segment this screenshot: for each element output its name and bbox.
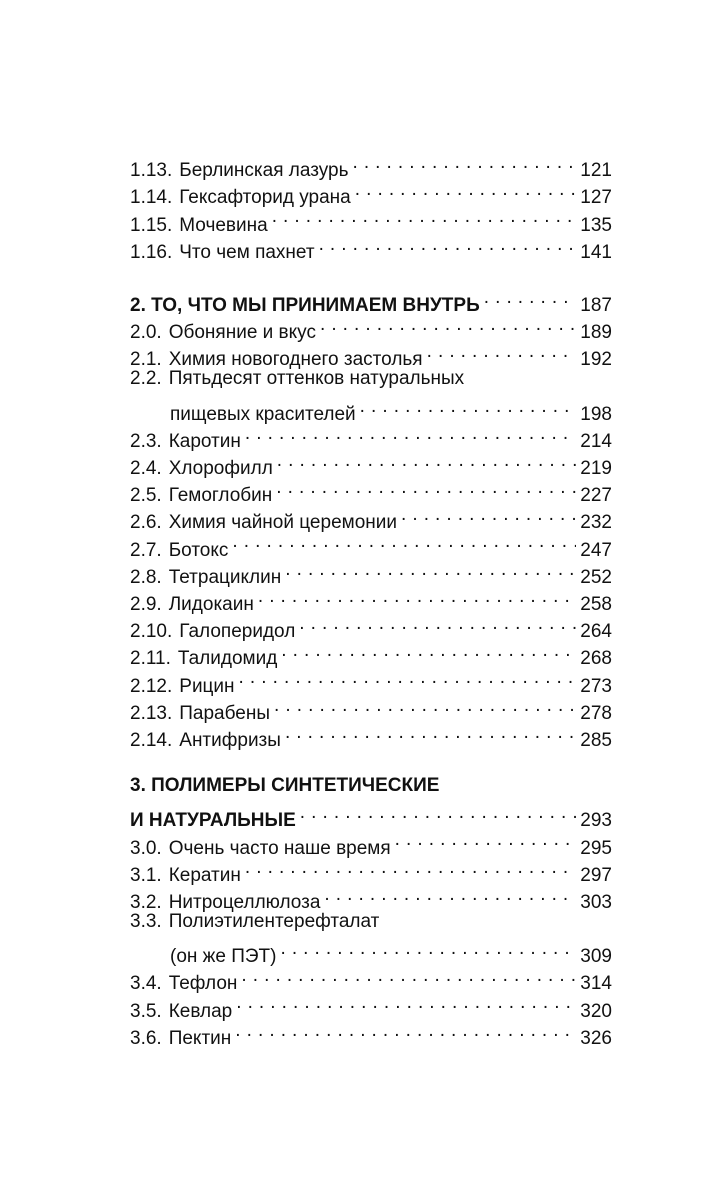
toc-entry-continuation (130, 935, 612, 968)
entry-page: 214 (580, 430, 612, 452)
entry-number: 3.1. (130, 864, 162, 886)
entry-title-line2: (он же ПЭТ) (170, 946, 277, 968)
entry-page: 264 (580, 621, 612, 643)
dot-leader (235, 1017, 576, 1044)
entry-number: 2.4. (130, 458, 162, 480)
entry-number: 2.0. (130, 322, 162, 344)
dot-leader (300, 799, 577, 826)
toc-entry (130, 365, 612, 392)
section-heading (130, 772, 612, 799)
entry-number: 2.13. (130, 702, 173, 724)
entry-page: 309 (580, 946, 612, 968)
dot-leader (285, 719, 576, 746)
entry-page: 258 (580, 594, 612, 615)
entry-title: Очень часто наше время (168, 837, 391, 859)
dot-leader (232, 528, 576, 555)
dot-leader (236, 989, 576, 1016)
dot-leader (484, 284, 577, 311)
entry-number: 3.3. (130, 910, 162, 932)
entry-page: 121 (580, 160, 612, 182)
entry-number: 3.2. (130, 891, 162, 913)
dot-leader (274, 692, 576, 719)
dot-leader (299, 610, 576, 637)
entry-number: 3.5. (130, 1000, 162, 1022)
entry-title: Тефлон (168, 973, 238, 995)
entry-number: 1.15. (130, 214, 173, 236)
entry-title: Кевлар (168, 1000, 233, 1022)
section-title: 2. ТО, ЧТО МЫ ПРИНИМАЕМ ВНУТРЬ (130, 294, 480, 316)
entry-number: 2.1. (130, 349, 162, 371)
dot-leader (319, 231, 577, 258)
entry-page: 285 (580, 729, 612, 751)
entry-title: Химия новогоднего застолья (168, 349, 423, 371)
entry-number: 2.9. (130, 594, 162, 615)
toc-entry (130, 908, 612, 935)
dot-leader (324, 881, 576, 908)
entry-title: Пектин (168, 1027, 232, 1049)
entry-page: 326 (580, 1027, 612, 1049)
entry-number: 3.4. (130, 973, 162, 995)
entry-title: Хлорофилл (168, 458, 273, 480)
entry-title: Галоперидол (179, 621, 296, 643)
entry-number: 3.0. (130, 837, 162, 859)
entry-title: Гемоглобин (168, 485, 273, 507)
entry-number: 2.7. (130, 539, 162, 561)
entry-page: 232 (580, 512, 612, 534)
dot-leader (352, 149, 576, 176)
dot-leader (320, 311, 576, 338)
entry-title: Ботокс (168, 539, 229, 561)
entry-page: 273 (580, 675, 612, 697)
entry-page: 303 (580, 891, 612, 913)
dot-leader (239, 664, 577, 691)
dot-leader (277, 447, 577, 474)
entry-page: 268 (580, 648, 612, 670)
entry-number: 2.3. (130, 430, 162, 452)
dot-leader (280, 935, 576, 962)
entry-number: 2.8. (130, 566, 162, 588)
entry-number: 1.13. (130, 160, 173, 182)
dot-leader (285, 556, 576, 583)
entry-page: 189 (580, 322, 612, 344)
entry-number: 2.14. (130, 729, 173, 751)
entry-title: Химия чайной церемонии (168, 512, 397, 534)
section-title: 3. ПОЛИМЕРЫ СИНТЕТИЧЕСКИЕ (130, 774, 440, 796)
entry-page: 227 (580, 485, 612, 507)
section-page: 187 (580, 294, 612, 316)
entry-title: Парабены (179, 702, 271, 724)
entry-page: 247 (580, 539, 612, 561)
entry-number: 3.6. (130, 1027, 162, 1049)
dot-leader (401, 501, 576, 528)
entry-number: 2.10. (130, 621, 173, 643)
dot-leader (258, 583, 576, 610)
entry-page: 320 (580, 1000, 612, 1022)
section-page: 293 (580, 810, 612, 832)
dot-leader (427, 338, 577, 365)
section-title-line2: И НАТУРАЛЬНЫЕ (130, 810, 296, 832)
entry-number: 1.14. (130, 187, 173, 209)
entry-title: Рицин (179, 675, 235, 697)
dot-leader (272, 203, 577, 230)
entry-title: Мочевина (179, 214, 268, 236)
entry-title: Кератин (168, 864, 241, 886)
dot-leader (245, 420, 576, 447)
dot-leader (360, 393, 577, 420)
dot-leader (245, 854, 576, 881)
dot-leader (276, 474, 576, 501)
entry-title: Антифризы (179, 729, 281, 751)
entry-page: 314 (580, 973, 612, 995)
entry-page: 219 (580, 458, 612, 480)
entry-number: 2.5. (130, 485, 162, 507)
dot-leader (281, 637, 576, 664)
entry-page: 135 (580, 214, 612, 236)
entry-title: Берлинская лазурь (179, 160, 349, 182)
toc-entry-continuation (130, 393, 612, 425)
entry-title-line2: пищевых красителей (170, 403, 356, 425)
entry-page: 192 (580, 349, 612, 371)
entry-number: 1.16. (130, 241, 173, 263)
entry-number: 2.6. (130, 512, 162, 534)
entry-title: Нитроцеллюлоза (168, 891, 321, 913)
dot-leader (395, 826, 577, 853)
entry-title: Лидокаин (168, 594, 254, 615)
entry-page: 278 (580, 702, 612, 724)
section-heading-continuation (130, 799, 612, 832)
entry-title: Полиэтилентерефталат (168, 910, 380, 932)
dot-leader (355, 176, 577, 203)
section-heading (130, 284, 612, 316)
entry-number: 2.2. (130, 368, 162, 390)
entry-page: 141 (580, 241, 612, 263)
entry-page: 297 (580, 864, 612, 886)
entry-title: Тетрациклин (168, 566, 282, 588)
entry-page: 198 (580, 403, 612, 425)
entry-page: 127 (580, 187, 612, 209)
entry-title: Пятьдесят оттенков натуральных (168, 368, 465, 390)
entry-title: Талидомид (177, 648, 278, 670)
entry-title: Что чем пахнет (179, 241, 315, 263)
table-of-contents (130, 149, 612, 1049)
entry-title: Гексафторид урана (179, 187, 351, 209)
entry-number: 2.11. (130, 648, 171, 670)
toc-entry (130, 149, 612, 182)
entry-page: 295 (580, 837, 612, 859)
entry-page: 252 (580, 566, 612, 588)
entry-number: 2.12. (130, 675, 173, 697)
entry-title: Каротин (168, 430, 241, 452)
entry-title: Обоняние и вкус (168, 322, 316, 344)
dot-leader (241, 962, 576, 989)
